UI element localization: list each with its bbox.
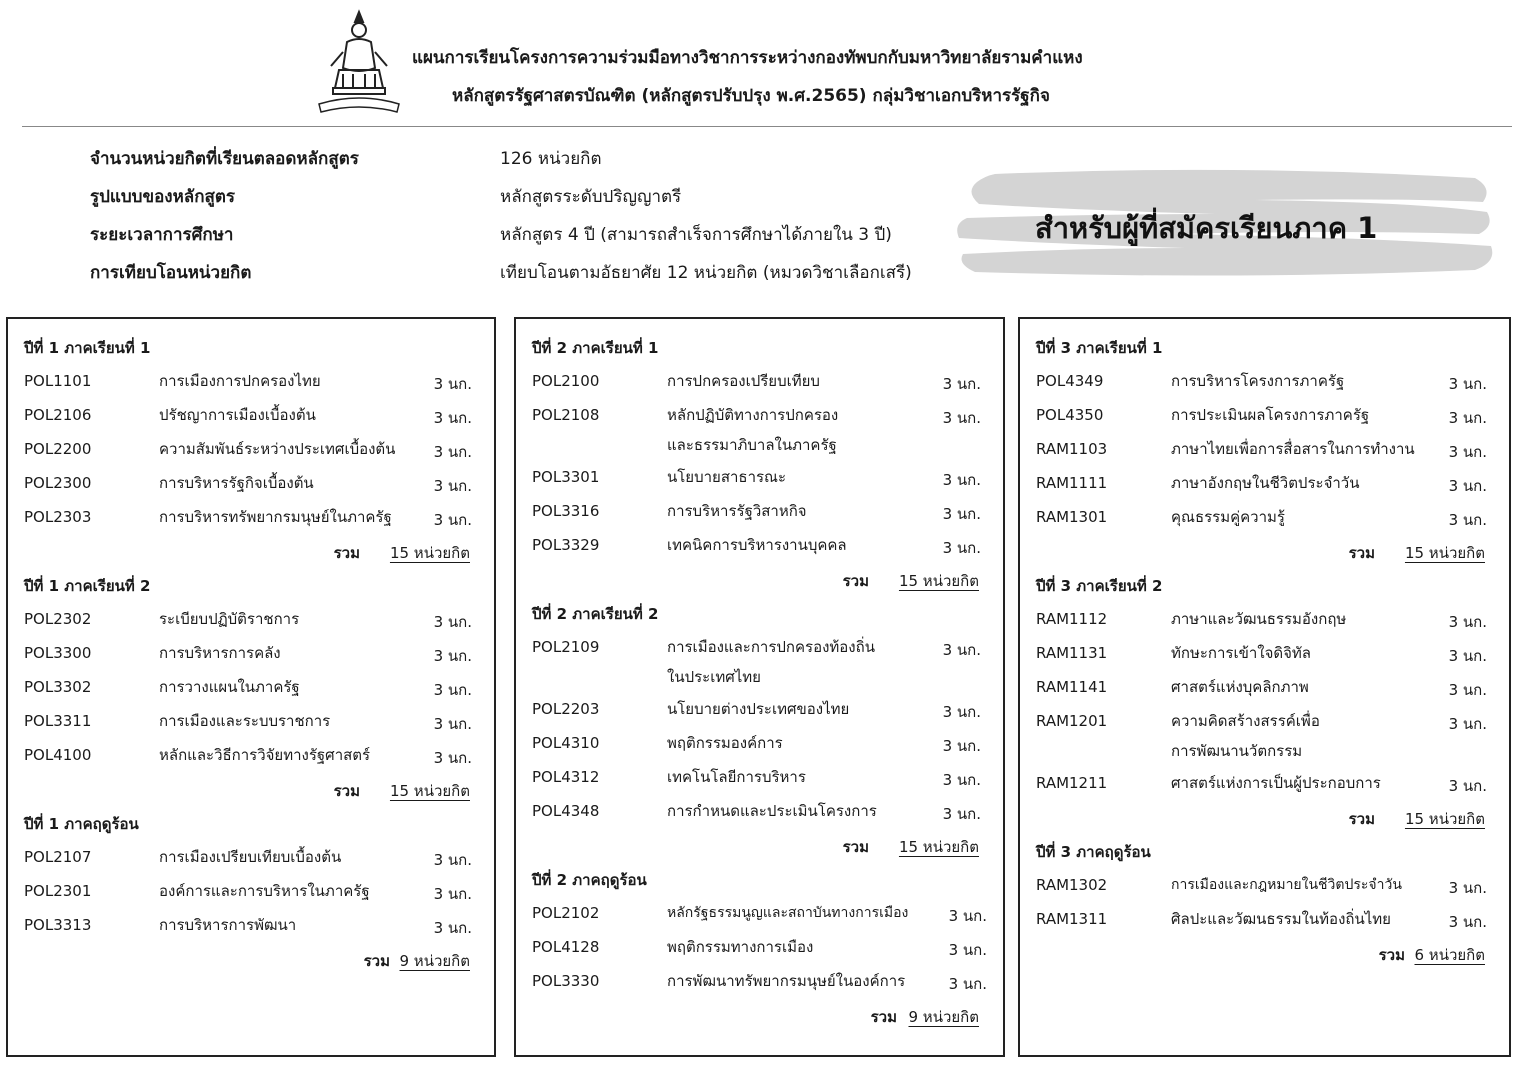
course-name: การเมืองการปกครองไทย [159,372,321,390]
course-credit: 3 นก. [433,851,472,869]
course-name: การพัฒนาทรัพยากรมนุษย์ในองค์การ [667,972,906,990]
course-row [8,739,494,773]
course-credit: 3 นก. [1448,613,1487,631]
total-label: รวม [870,1008,897,1026]
course-name: การเมืองและกฎหมายในชีวิตประจำวัน [1171,877,1402,893]
document-header [0,0,1521,126]
course-name: ภาษาไทยเพื่อการสื่อสารในการทำงาน [1171,440,1415,458]
course-row [8,909,494,943]
course-row [1020,501,1509,535]
course-code: POL3311 [24,712,92,730]
course-code: RAM1201 [1036,712,1108,730]
course-credit: 3 นก. [942,505,981,523]
course-name: การบริหารรัฐวิสาหกิจ [667,502,807,520]
total-label: รวม [333,544,360,562]
term-total [516,829,1003,863]
term-title: ปีที่ 2 ภาคเรียนที่ 2 [532,605,659,623]
term-title: ปีที่ 3 ภาคฤดูร้อน [1036,843,1151,861]
course-code: RAM1141 [1036,678,1108,696]
course-code: POL4100 [24,746,92,764]
course-code: POL2301 [24,882,92,900]
course-credit: 3 นก. [433,409,472,427]
total-label: รวม [842,838,869,856]
total-value: 15 หน่วยกิต [389,544,470,562]
info-value: 126 หน่วยกิต [500,149,602,169]
term-block [1020,835,1509,971]
course-code: RAM1103 [1036,440,1108,458]
term-total [1020,535,1509,569]
course-code: POL3330 [532,972,600,990]
course-name: การเมืองเปรียบเทียบเบื้องต้น [159,848,342,866]
course-code: POL2102 [532,904,600,922]
course-row [1020,603,1509,637]
course-code: POL2302 [24,610,92,628]
course-code: POL1101 [24,372,92,390]
course-name: การกำหนดและประเมินโครงการ [667,802,877,820]
course-credit: 3 นก. [1448,879,1487,897]
info-value: หลักสูตร 4 ปี (สามารถสำเร็จการศึกษาได้ภายใน 3 ปี) [500,225,892,245]
course-name: พฤติกรรมองค์การ [667,734,783,752]
course-credit: 3 นก. [1448,375,1487,393]
course-credit: 3 นก. [942,641,981,659]
course-row [516,897,1003,931]
document-subtitle: หลักสูตรรัฐศาสตรบัณฑิต (หลักสูตรปรับปรุง พ.ศ.2565) กลุ่มวิชาเอกบริหารรัฐกิจ [452,86,1050,106]
total-value: 9 หน่วยกิต [908,1008,979,1026]
course-row [516,761,1003,795]
course-credit: 3 นก. [942,805,981,823]
course-code: POL3300 [24,644,92,662]
course-row [516,693,1003,727]
course-credit: 3 นก. [433,715,472,733]
course-name: ภาษาและวัฒนธรรมอังกฤษ [1171,610,1347,628]
total-value: 15 หน่วยกิต [389,782,470,800]
course-row [1020,637,1509,671]
total-value: 15 หน่วยกิต [1404,544,1485,562]
course-code: POL3313 [24,916,92,934]
course-credit: 3 นก. [433,443,472,461]
course-code: RAM1311 [1036,910,1108,928]
course-credit: 3 นก. [942,703,981,721]
course-credit: 3 นก. [1448,715,1487,733]
course-name: ศาสตร์แห่งการเป็นผู้ประกอบการ [1171,774,1381,792]
course-row [1020,903,1509,937]
course-credit: 3 นก. [942,471,981,489]
course-name: การปกครองเปรียบเทียบ [667,372,820,390]
course-credit: 3 นก. [433,647,472,665]
course-row [8,875,494,909]
course-name: ศิลปะและวัฒนธรรมในท้องถิ่นไทย [1171,910,1391,928]
course-row [516,931,1003,965]
course-row [8,841,494,875]
header-divider [22,126,1512,127]
course-credit: 3 นก. [948,975,987,993]
university-emblem-icon [313,8,405,116]
course-row [1020,399,1509,433]
course-row [1020,869,1509,903]
term-block [516,597,1003,863]
banner-label: สำหรับผู้ที่สมัครเรียนภาค 1 [1035,211,1378,245]
term-block [516,331,1003,597]
course-name: คุณธรรมคู่ความรู้ [1171,508,1285,526]
course-code: POL4349 [1036,372,1104,390]
course-credit: 3 นก. [433,681,472,699]
term-total [516,999,1003,1033]
study-plan-column-year-1 [6,317,496,1057]
total-label: รวม [1348,544,1375,562]
course-code: POL2107 [24,848,92,866]
course-code: POL4350 [1036,406,1104,424]
course-row [516,965,1003,999]
course-credit: 3 นก. [1448,647,1487,665]
course-credit: 3 นก. [433,375,472,393]
info-value: หลักสูตรระดับปริญญาตรี [500,187,682,207]
course-row [8,501,494,535]
course-row [516,727,1003,761]
term-total [8,535,494,569]
course-credit: 3 นก. [942,771,981,789]
course-row [516,529,1003,563]
course-row [516,461,1003,495]
course-credit: 3 นก. [942,737,981,755]
course-credit: 3 นก. [433,885,472,903]
course-code: POL3302 [24,678,92,696]
course-row [1020,671,1509,705]
term-title: ปีที่ 3 ภาคเรียนที่ 2 [1036,577,1163,595]
term-block [516,863,1003,1033]
total-value: 15 หน่วยกิต [898,572,979,590]
total-value: 15 หน่วยกิต [1404,810,1485,828]
course-row [516,795,1003,829]
course-credit: 3 นก. [433,749,472,767]
term-title: ปีที่ 2 ภาคเรียนที่ 1 [532,339,659,357]
course-credit: 3 นก. [433,613,472,631]
info-value: เทียบโอนตามอัธยาศัย 12 หน่วยกิต (หมวดวิชาเลือกเสรี) [500,263,912,283]
course-row [8,603,494,637]
course-name: การบริหารรัฐกิจเบื้องต้น [159,474,314,492]
term-total [8,773,494,807]
course-name: ทักษะการเข้าใจดิจิทัล [1171,644,1312,662]
course-row [516,631,1003,693]
course-code: POL2303 [24,508,92,526]
total-label: รวม [333,782,360,800]
course-credit: 3 นก. [942,539,981,557]
term-total [8,943,494,977]
info-label: รูปแบบของหลักสูตร [90,187,236,207]
course-row [1020,705,1509,767]
course-name: ปรัชญาการเมืองเบื้องต้น [159,406,316,424]
total-label: รวม [1348,810,1375,828]
term-block [8,569,494,807]
course-name: พฤติกรรมทางการเมือง [667,938,814,956]
course-name: หลักและวิธีการวิจัยทางรัฐศาสตร์ [159,746,371,764]
course-name: การวางแผนในภาครัฐ [159,678,300,696]
course-credit: 3 นก. [942,375,981,393]
course-name: การบริหารการพัฒนา [159,916,297,934]
course-row [8,399,494,433]
course-code: POL4128 [532,938,600,956]
info-label: จำนวนหน่วยกิตที่เรียนตลอดหลักสูตร [90,149,359,169]
course-credit: 3 นก. [433,477,472,495]
info-label: ระยะเวลาการศึกษา [90,225,234,245]
course-name: ศาสตร์แห่งบุคลิกภาพ [1171,678,1309,696]
total-value: 6 หน่วยกิต [1414,946,1485,964]
course-name: เทคโนโลยีการบริหาร [667,768,806,786]
term-title: ปีที่ 3 ภาคเรียนที่ 1 [1036,339,1163,357]
course-name: การเมืองและการปกครองท้องถิ่น ในประเทศไทย [667,638,875,686]
total-label: รวม [842,572,869,590]
study-plan-column-year-2 [514,317,1005,1057]
course-credit: 3 นก. [1448,777,1487,795]
course-name: นโยบายต่างประเทศของไทย [667,700,850,718]
course-code: RAM1211 [1036,774,1108,792]
course-row [516,495,1003,529]
term-title: ปีที่ 2 ภาคฤดูร้อน [532,871,647,889]
total-label: รวม [1378,946,1405,964]
course-name: ภาษาอังกฤษในชีวิตประจำวัน [1171,474,1360,492]
course-row [1020,467,1509,501]
course-code: RAM1111 [1036,474,1108,492]
study-plan-column-year-3 [1018,317,1511,1057]
course-code: POL4348 [532,802,600,820]
course-code: POL3316 [532,502,600,520]
total-label: รวม [363,952,390,970]
term-total [516,563,1003,597]
course-row [8,705,494,739]
course-code: RAM1301 [1036,508,1108,526]
total-value: 9 หน่วยกิต [399,952,470,970]
course-name: การบริหารทรัพยากรมนุษย์ในภาครัฐ [159,508,392,526]
course-credit: 3 นก. [942,409,981,427]
course-code: RAM1112 [1036,610,1108,628]
course-row [8,637,494,671]
course-row [8,433,494,467]
course-code: POL2200 [24,440,92,458]
term-total [1020,801,1509,835]
course-row [1020,767,1509,801]
course-code: RAM1131 [1036,644,1108,662]
course-row [8,365,494,399]
course-code: POL3329 [532,536,600,554]
course-code: POL2106 [24,406,92,424]
course-credit: 3 นก. [948,941,987,959]
term-total [1020,937,1509,971]
course-code: RAM1302 [1036,876,1108,894]
term-block [1020,331,1509,569]
course-name: การประเมินผลโครงการภาครัฐ [1171,406,1370,424]
course-code: POL2100 [532,372,600,390]
course-code: POL4312 [532,768,600,786]
course-credit: 3 นก. [433,919,472,937]
course-row [516,399,1003,461]
course-code: POL2108 [532,406,600,424]
term-title: ปีที่ 1 ภาคฤดูร้อน [24,815,139,833]
course-name: ความคิดสร้างสรรค์เพื่อ การพัฒนานวัตกรรม [1171,712,1320,760]
course-row [8,467,494,501]
course-credit: 3 นก. [1448,913,1487,931]
document-title: แผนการเรียนโครงการความร่วมมือทางวิชาการระหว่างกองทัพบกกับมหาวิทยาลัยรามคำแหง [412,48,1083,68]
term-block [8,331,494,569]
term-block [1020,569,1509,835]
course-name: ความสัมพันธ์ระหว่างประเทศเบื้องต้น [159,440,396,458]
course-credit: 3 นก. [1448,409,1487,427]
course-name: ระเบียบปฏิบัติราชการ [159,610,300,628]
course-name: การเมืองและระบบราชการ [159,712,331,730]
course-name: นโยบายสาธารณะ [667,468,787,486]
term-title: ปีที่ 1 ภาคเรียนที่ 2 [24,577,151,595]
term-block [8,807,494,977]
course-row [1020,433,1509,467]
course-name: การบริหารโครงการภาครัฐ [1171,372,1345,390]
total-value: 15 หน่วยกิต [898,838,979,856]
course-credit: 3 นก. [1448,511,1487,529]
course-code: POL4310 [532,734,600,752]
course-code: POL2109 [532,638,600,656]
course-code: POL2203 [532,700,600,718]
course-name: การบริหารการคลัง [159,644,281,662]
course-credit: 3 นก. [433,511,472,529]
course-credit: 3 นก. [1448,443,1487,461]
course-credit: 3 นก. [948,907,987,925]
course-code: POL3301 [532,468,600,486]
course-name: องค์การและการบริหารในภาครัฐ [159,882,370,900]
info-label: การเทียบโอนหน่วยกิต [90,263,252,283]
course-row [1020,365,1509,399]
course-credit: 3 นก. [1448,681,1487,699]
course-name: หลักปฏิบัติทางการปกครอง และธรรมาภิบาลในภาครัฐ [667,406,839,454]
course-name: หลักรัฐธรรมนูญและสถาบันทางการเมือง [667,905,909,921]
course-credit: 3 นก. [1448,477,1487,495]
course-row [516,365,1003,399]
course-name: เทคนิคการบริหารงานบุคคล [667,536,847,554]
course-code: POL2300 [24,474,92,492]
term-title: ปีที่ 1 ภาคเรียนที่ 1 [24,339,151,357]
course-row [8,671,494,705]
